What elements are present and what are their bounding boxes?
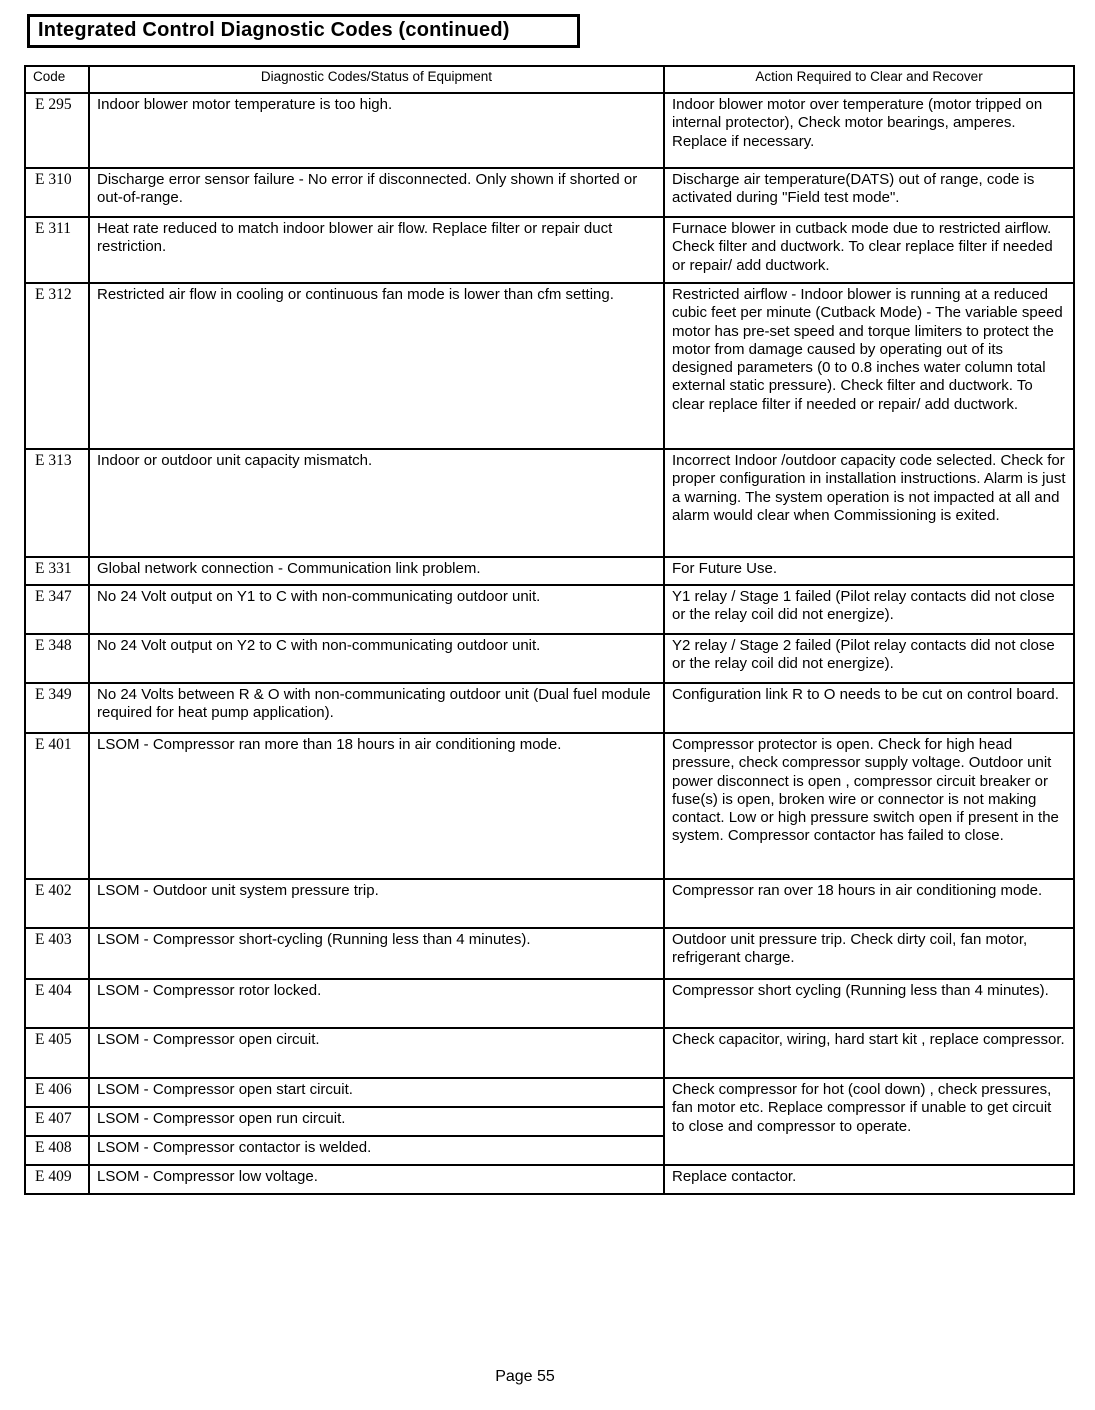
action-cell: Check capacitor, wiring, hard start kit , replace compressor. (664, 1028, 1074, 1078)
code-cell: E 406 (25, 1078, 89, 1107)
diagnostic-cell: Indoor or outdoor unit capacity mismatch. (89, 449, 664, 557)
code-cell: E 347 (25, 585, 89, 634)
diagnostic-cell: Global network connection - Communication link problem. (89, 557, 664, 585)
diagnostic-codes-table (24, 65, 1075, 1195)
action-cell: Restricted airflow - Indoor blower is running at a reduced cubic feet per minute (Cutback Mode) - The variable speed motor has pre-set speed and torque limiters to protect the motor from damage caused by operating out of its designed parameters (0 to 0.8 inches water column total external static pressure). Check filter and ductwork. To clear replace filter if needed or repair/ add ductwork. (664, 283, 1074, 449)
action-cell: Y2 relay / Stage 2 failed (Pilot relay contacts did not close or the relay coil did not energize). (664, 634, 1074, 683)
code-cell: E 312 (25, 283, 89, 449)
header-action: Action Required to Clear and Recover (664, 66, 1074, 93)
diagnostic-cell: LSOM - Outdoor unit system pressure trip. (89, 879, 664, 928)
table-row (25, 283, 1074, 449)
table-row (25, 683, 1074, 733)
diagnostic-cell: LSOM - Compressor open run circuit. (89, 1107, 664, 1136)
diagnostic-cell: LSOM - Compressor ran more than 18 hours in air conditioning mode. (89, 733, 664, 879)
diagnostic-cell: LSOM - Compressor low voltage. (89, 1165, 664, 1194)
diagnostic-cell: LSOM - Compressor rotor locked. (89, 979, 664, 1028)
table-row (25, 217, 1074, 283)
table-row (25, 557, 1074, 585)
action-cell: Replace contactor. (664, 1165, 1074, 1194)
code-cell: E 313 (25, 449, 89, 557)
action-cell: Outdoor unit pressure trip. Check dirty coil, fan motor, refrigerant charge. (664, 928, 1074, 979)
header-code: Code (25, 66, 89, 93)
diagnostic-cell: Restricted air flow in cooling or continuous fan mode is lower than cfm setting. (89, 283, 664, 449)
table-row (25, 449, 1074, 557)
diagnostic-cell: LSOM - Compressor open start circuit. (89, 1078, 664, 1107)
table-row (25, 1078, 1074, 1107)
code-cell: E 403 (25, 928, 89, 979)
diagnostic-cell: No 24 Volt output on Y1 to C with non-communicating outdoor unit. (89, 585, 664, 634)
code-cell: E 349 (25, 683, 89, 733)
table-row (25, 93, 1074, 168)
diagnostic-cell: No 24 Volts between R & O with non-communicating outdoor unit (Dual fuel module required for heat pump application). (89, 683, 664, 733)
code-cell: E 310 (25, 168, 89, 217)
action-cell: For Future Use. (664, 557, 1074, 585)
code-cell: E 331 (25, 557, 89, 585)
table-row (25, 1028, 1074, 1078)
table-row (25, 979, 1074, 1028)
code-cell: E 407 (25, 1107, 89, 1136)
action-cell: Check compressor for hot (cool down) , check pressures, fan motor etc. Replace compressor if unable to get circuit to close and compressor to operate. (664, 1078, 1074, 1165)
table-header (25, 66, 1074, 93)
action-cell: Y1 relay / Stage 1 failed (Pilot relay contacts did not close or the relay coil did not energize). (664, 585, 1074, 634)
code-cell: E 295 (25, 93, 89, 168)
table-row (25, 733, 1074, 879)
code-cell: E 408 (25, 1136, 89, 1165)
diagnostic-cell: Discharge error sensor failure - No error if disconnected. Only shown if shorted or out-of-range. (89, 168, 664, 217)
code-cell: E 311 (25, 217, 89, 283)
table-row (25, 585, 1074, 634)
table-row (25, 1165, 1074, 1194)
action-cell: Incorrect Indoor /outdoor capacity code selected. Check for proper configuration in installation instructions. Alarm is just a warning. The system operation is not impacted at all and alarm would clear when Commissioning is exited. (664, 449, 1074, 557)
action-cell: Furnace blower in cutback mode due to restricted airflow. Check filter and ductwork. To clear replace filter if needed or repair/ add ductwork. (664, 217, 1074, 283)
action-cell: Discharge air temperature(DATS) out of range, code is activated during "Field test mode". (664, 168, 1074, 217)
table-row (25, 928, 1074, 979)
diagnostic-cell: LSOM - Compressor contactor is welded. (89, 1136, 664, 1165)
diagnostic-cell: LSOM - Compressor open circuit. (89, 1028, 664, 1078)
code-cell: E 348 (25, 634, 89, 683)
diagnostic-cell: Indoor blower motor temperature is too high. (89, 93, 664, 168)
code-cell: E 404 (25, 979, 89, 1028)
page-title: Integrated Control Diagnostic Codes (continued) (27, 14, 580, 48)
code-cell: E 409 (25, 1165, 89, 1194)
action-cell: Compressor ran over 18 hours in air conditioning mode. (664, 879, 1074, 928)
table-row (25, 634, 1074, 683)
page-number: Page 55 (495, 1368, 555, 1385)
diagnostic-cell: No 24 Volt output on Y2 to C with non-communicating outdoor unit. (89, 634, 664, 683)
header-diagnostic: Diagnostic Codes/Status of Equipment (89, 66, 664, 93)
table-body (25, 93, 1074, 1194)
table-row (25, 168, 1074, 217)
action-cell: Indoor blower motor over temperature (motor tripped on internal protector), Check motor bearings, amperes. Replace if necessary. (664, 93, 1074, 168)
table-row (25, 879, 1074, 928)
header-row (25, 66, 1074, 93)
code-cell: E 401 (25, 733, 89, 879)
action-cell: Compressor short cycling (Running less than 4 minutes). (664, 979, 1074, 1028)
action-cell: Configuration link R to O needs to be cut on control board. (664, 683, 1074, 733)
action-cell: Compressor protector is open. Check for high head pressure, check compressor supply voltage. Outdoor unit power disconnect is open , compressor circuit breaker or fuse(s) is open, broken wire or connector is not making contact. Low or high pressure switch open if present in the system. Compressor contactor has failed to close. (664, 733, 1074, 879)
code-cell: E 402 (25, 879, 89, 928)
diagnostic-cell: Heat rate reduced to match indoor blower air flow. Replace filter or repair duct restriction. (89, 217, 664, 283)
code-cell: E 405 (25, 1028, 89, 1078)
diagnostic-cell: LSOM - Compressor short-cycling (Running less than 4 minutes). (89, 928, 664, 979)
